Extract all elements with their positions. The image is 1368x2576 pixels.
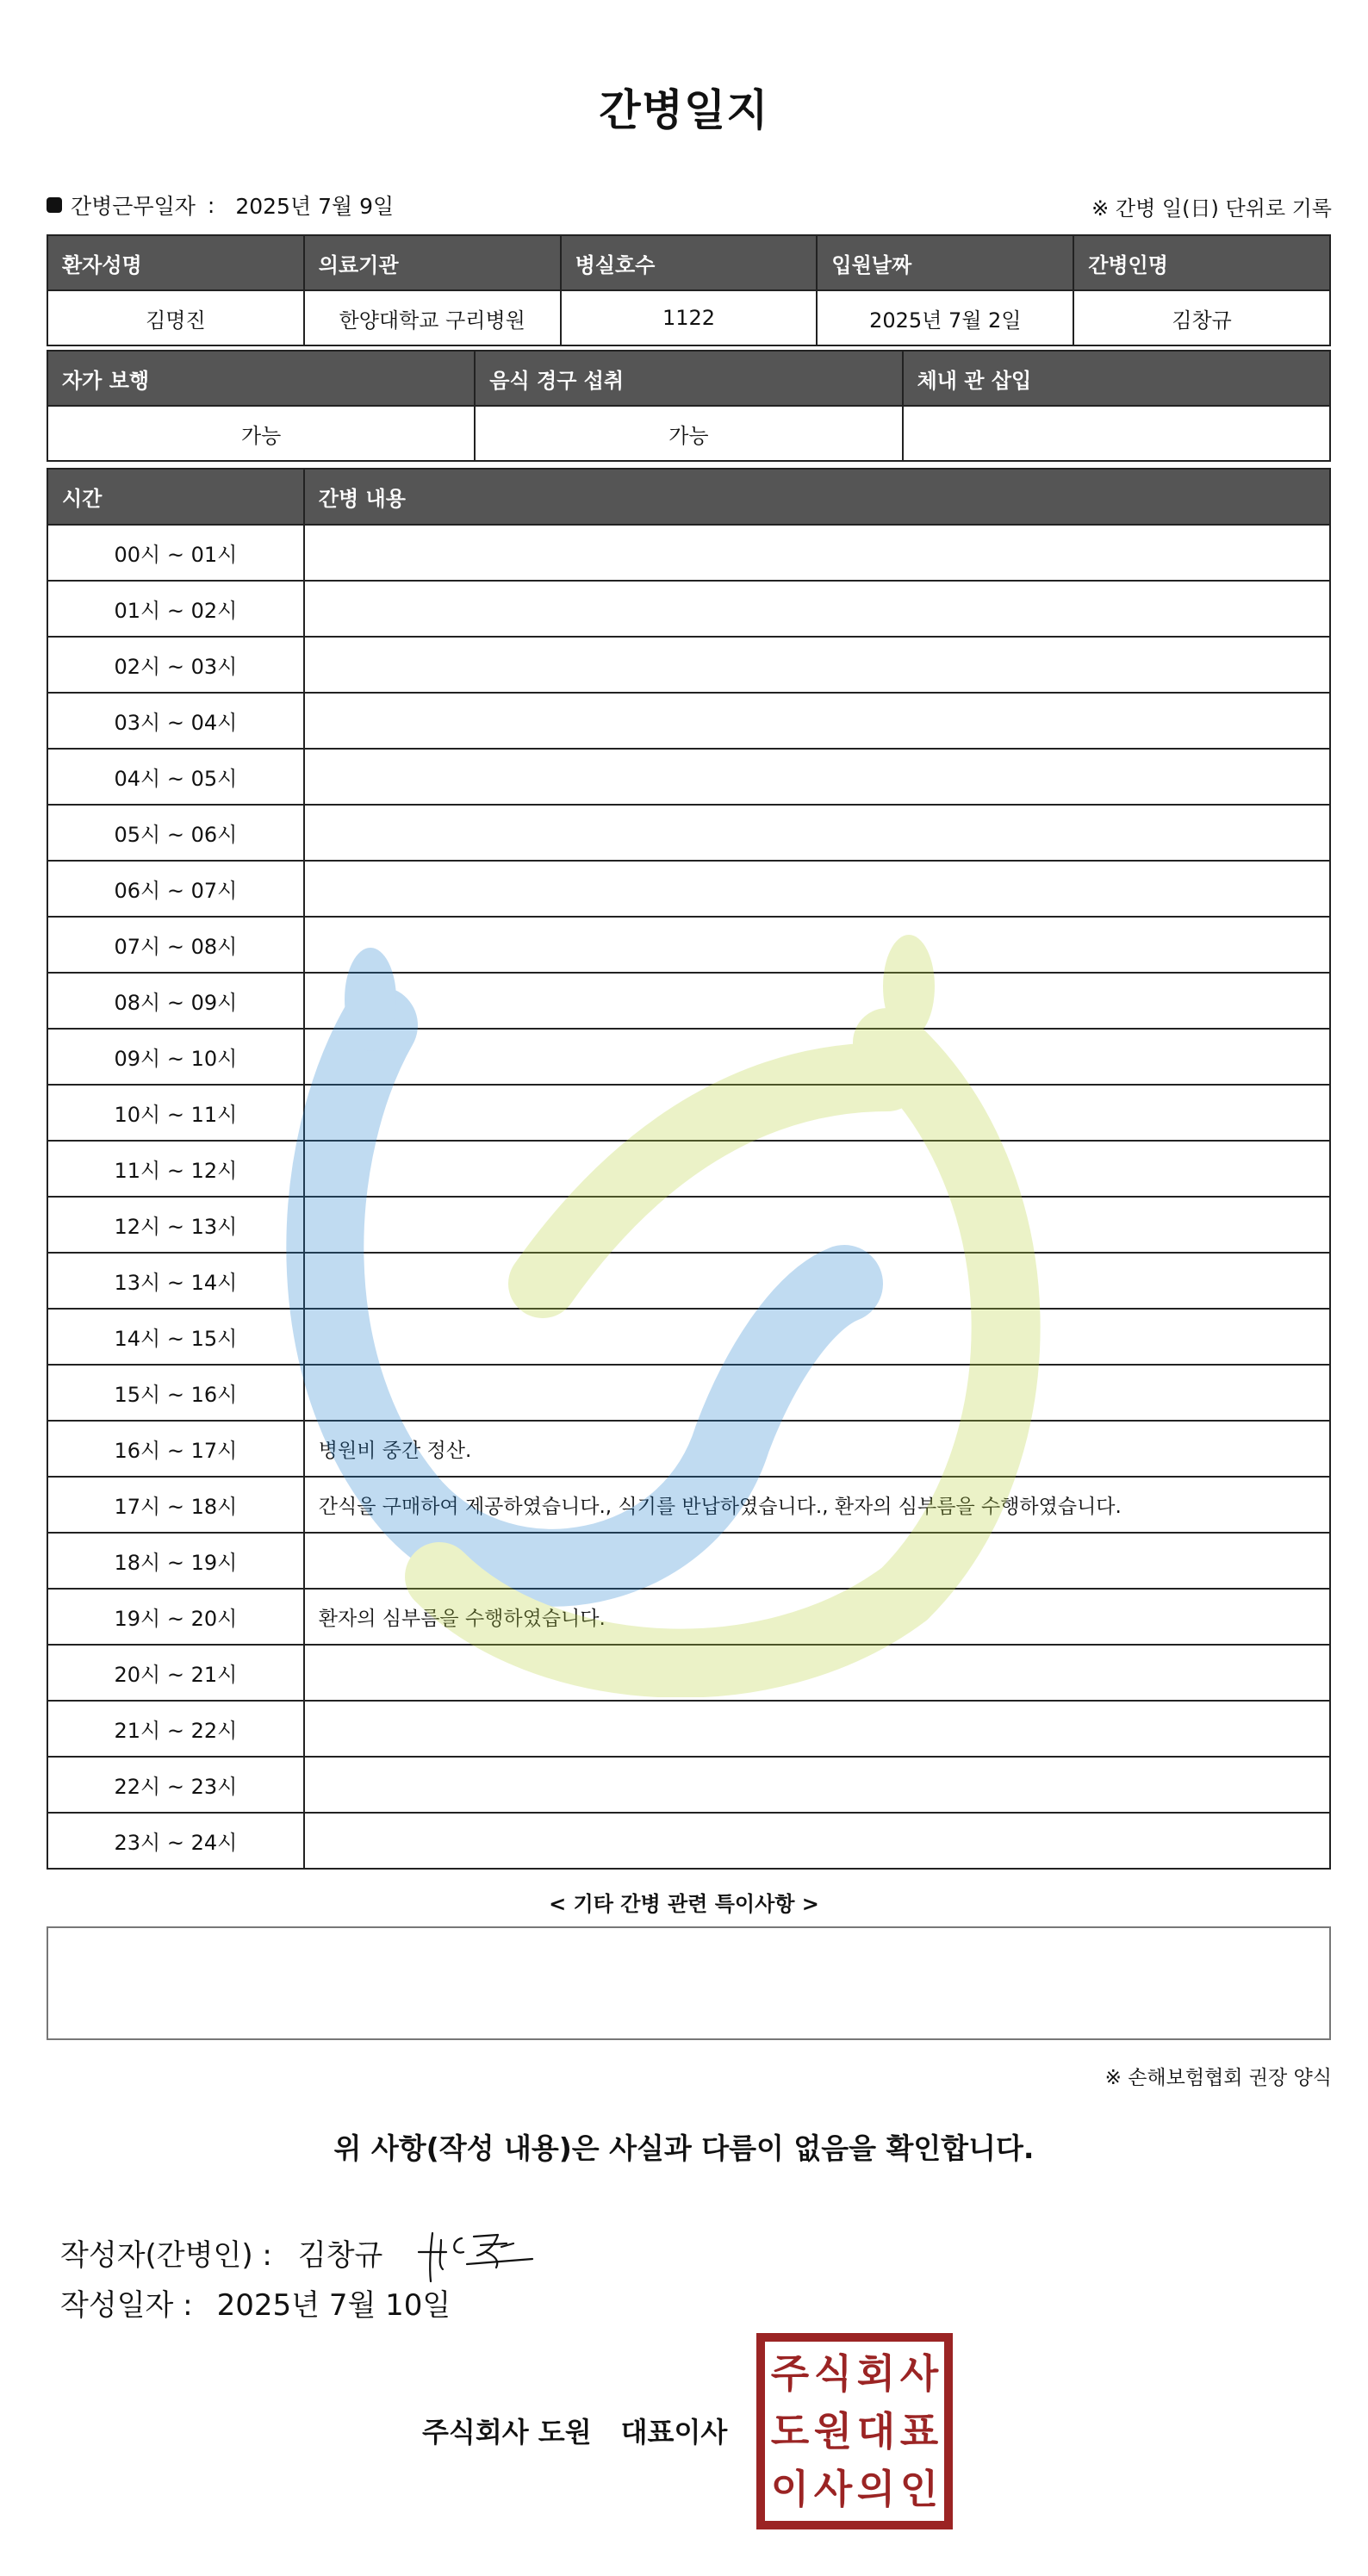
time-slot: 08시 ~ 09시 xyxy=(47,973,304,1029)
table-row xyxy=(47,1365,1330,1421)
care-content xyxy=(304,637,1330,693)
care-content xyxy=(304,973,1330,1029)
header-caregiver-name: 간병인명 xyxy=(1073,235,1330,290)
table-row xyxy=(47,973,1330,1029)
table-row xyxy=(47,917,1330,973)
care-content xyxy=(304,917,1330,973)
care-content xyxy=(304,1309,1330,1365)
header-time: 시간 xyxy=(47,469,304,525)
confirmation-statement: 위 사항(작성 내용)은 사실과 다름이 없음을 확인합니다. xyxy=(333,2131,1035,2165)
admission-date-value: 2025년 7월 2일 xyxy=(817,290,1073,345)
table-row xyxy=(47,861,1330,917)
oral-intake-value: 가능 xyxy=(475,406,902,461)
seal-glyph: 의 xyxy=(856,2465,896,2512)
notes-title: < 기타 간병 관련 특이사항 > xyxy=(549,1892,819,1916)
time-slot: 02시 ~ 03시 xyxy=(47,637,304,693)
table-row xyxy=(47,637,1330,693)
seal-glyph: 도 xyxy=(770,2407,810,2455)
table-row xyxy=(47,1197,1330,1253)
handwritten-signature xyxy=(412,2218,541,2287)
care-content xyxy=(304,1701,1330,1757)
care-content xyxy=(304,1141,1330,1197)
table-row xyxy=(47,1813,1330,1869)
table-row xyxy=(47,1757,1330,1813)
table-row xyxy=(47,1085,1330,1141)
time-slot: 23시 ~ 24시 xyxy=(47,1813,304,1869)
header-self-walking: 자가 보행 xyxy=(47,351,475,406)
care-content xyxy=(304,1029,1330,1085)
time-slot: 03시 ~ 04시 xyxy=(47,693,304,749)
written-date-value: 2025년 7월 10일 xyxy=(216,2288,451,2323)
header-care-content: 간병 내용 xyxy=(304,469,1330,525)
care-content: 병원비 중간 정산. xyxy=(304,1421,1330,1477)
table-row xyxy=(47,1701,1330,1757)
patient-status-table xyxy=(47,350,1331,462)
seal-glyph: 표 xyxy=(899,2407,939,2455)
table-row xyxy=(47,1309,1330,1365)
time-slot: 00시 ~ 01시 xyxy=(47,525,304,581)
time-slot: 11시 ~ 12시 xyxy=(47,1141,304,1197)
notes-box xyxy=(47,1926,1331,2040)
time-slot: 20시 ~ 21시 xyxy=(47,1645,304,1701)
table-row xyxy=(47,1141,1330,1197)
header-room-number: 병실호수 xyxy=(561,235,818,290)
time-slot: 12시 ~ 13시 xyxy=(47,1197,304,1253)
time-slot: 15시 ~ 16시 xyxy=(47,1365,304,1421)
patient-info-table xyxy=(47,234,1331,346)
time-slot: 07시 ~ 08시 xyxy=(47,917,304,973)
company-name: 주식회사 도원 xyxy=(422,2416,592,2448)
care-content xyxy=(304,749,1330,805)
time-slot: 01시 ~ 02시 xyxy=(47,581,304,637)
seal-glyph: 식 xyxy=(813,2350,853,2398)
care-content xyxy=(304,1645,1330,1701)
time-slot: 17시 ~ 18시 xyxy=(47,1477,304,1533)
care-content xyxy=(304,1085,1330,1141)
header-oral-intake: 음식 경구 섭취 xyxy=(475,351,902,406)
self-walking-value: 가능 xyxy=(47,406,475,461)
time-slot: 16시 ~ 17시 xyxy=(47,1421,304,1477)
seal-glyph: 주 xyxy=(770,2350,810,2398)
caregiver-name-value: 김창규 xyxy=(1073,290,1330,345)
writer-name: 김창규 xyxy=(297,2237,383,2273)
header-admission-date: 입원날짜 xyxy=(817,235,1073,290)
table-row xyxy=(47,1477,1330,1533)
care-log-table xyxy=(47,468,1331,1870)
document-title: 간병일지 xyxy=(599,85,769,135)
care-content xyxy=(304,1757,1330,1813)
work-date-value: 2025년 7월 9일 xyxy=(235,194,395,219)
care-content: 간식을 구매하여 제공하였습니다., 식기를 반납하였습니다., 환자의 심부름을 수행하였습니다. xyxy=(304,1477,1330,1533)
time-slot: 21시 ~ 22시 xyxy=(47,1701,304,1757)
header-patient-name: 환자성명 xyxy=(47,235,304,290)
representative-title: 대표이사 xyxy=(620,2416,728,2448)
seal-glyph: 대 xyxy=(856,2407,896,2455)
care-content xyxy=(304,1813,1330,1869)
time-slot: 13시 ~ 14시 xyxy=(47,1253,304,1309)
table-row xyxy=(47,1589,1330,1645)
care-content xyxy=(304,861,1330,917)
seal-glyph: 사 xyxy=(813,2465,853,2512)
seal-glyph: 인 xyxy=(899,2465,939,2512)
patient-name-value: 김명진 xyxy=(47,290,304,345)
table-row xyxy=(47,581,1330,637)
table-row xyxy=(47,749,1330,805)
table-row xyxy=(47,1421,1330,1477)
header-tube-insertion: 체내 관 삽입 xyxy=(903,351,1330,406)
seal-glyph: 원 xyxy=(813,2407,853,2455)
time-slot: 14시 ~ 15시 xyxy=(47,1309,304,1365)
square-bullet-icon xyxy=(47,197,62,213)
care-content xyxy=(304,1533,1330,1589)
table-row xyxy=(47,693,1330,749)
care-content xyxy=(304,581,1330,637)
care-content: 환자의 심부름을 수행하였습니다. xyxy=(304,1589,1330,1645)
table-row xyxy=(47,1253,1330,1309)
work-date-line xyxy=(47,190,394,221)
table-row xyxy=(47,525,1330,581)
table-row xyxy=(47,1645,1330,1701)
seal-glyph: 사 xyxy=(899,2350,939,2398)
company-seal-stamp xyxy=(756,2333,953,2529)
seal-glyph: 이 xyxy=(770,2465,810,2512)
time-slot: 18시 ~ 19시 xyxy=(47,1533,304,1589)
writer-line xyxy=(60,2218,541,2287)
tube-insertion-value xyxy=(903,406,1330,461)
table-row xyxy=(47,805,1330,861)
header-hospital: 의료기관 xyxy=(304,235,561,290)
footnote: ※ 손해보험협회 권장 양식 xyxy=(1104,2067,1332,2089)
table-row xyxy=(47,1029,1330,1085)
care-content xyxy=(304,805,1330,861)
time-slot: 09시 ~ 10시 xyxy=(47,1029,304,1085)
time-slot: 04시 ~ 05시 xyxy=(47,749,304,805)
care-content xyxy=(304,1197,1330,1253)
unit-note: ※ 간병 일(日) 단위로 기록 xyxy=(1091,196,1332,221)
time-slot: 06시 ~ 07시 xyxy=(47,861,304,917)
room-number-value: 1122 xyxy=(561,290,818,345)
written-date-label: 작성일자 : xyxy=(60,2288,193,2323)
care-content xyxy=(304,693,1330,749)
company-line xyxy=(422,2411,727,2450)
time-slot: 05시 ~ 06시 xyxy=(47,805,304,861)
time-slot: 19시 ~ 20시 xyxy=(47,1589,304,1645)
time-slot: 10시 ~ 11시 xyxy=(47,1085,304,1141)
written-date-line xyxy=(60,2281,451,2324)
hospital-value: 한양대학교 구리병원 xyxy=(304,290,561,345)
care-content xyxy=(304,1365,1330,1421)
work-date-separator: : xyxy=(207,192,215,218)
work-date-label: 간병근무일자 xyxy=(71,194,196,219)
seal-glyph: 회 xyxy=(856,2350,896,2398)
time-slot: 22시 ~ 23시 xyxy=(47,1757,304,1813)
writer-label: 작성자(간병인) : xyxy=(60,2237,272,2273)
care-content xyxy=(304,1253,1330,1309)
care-content xyxy=(304,525,1330,581)
table-row xyxy=(47,1533,1330,1589)
